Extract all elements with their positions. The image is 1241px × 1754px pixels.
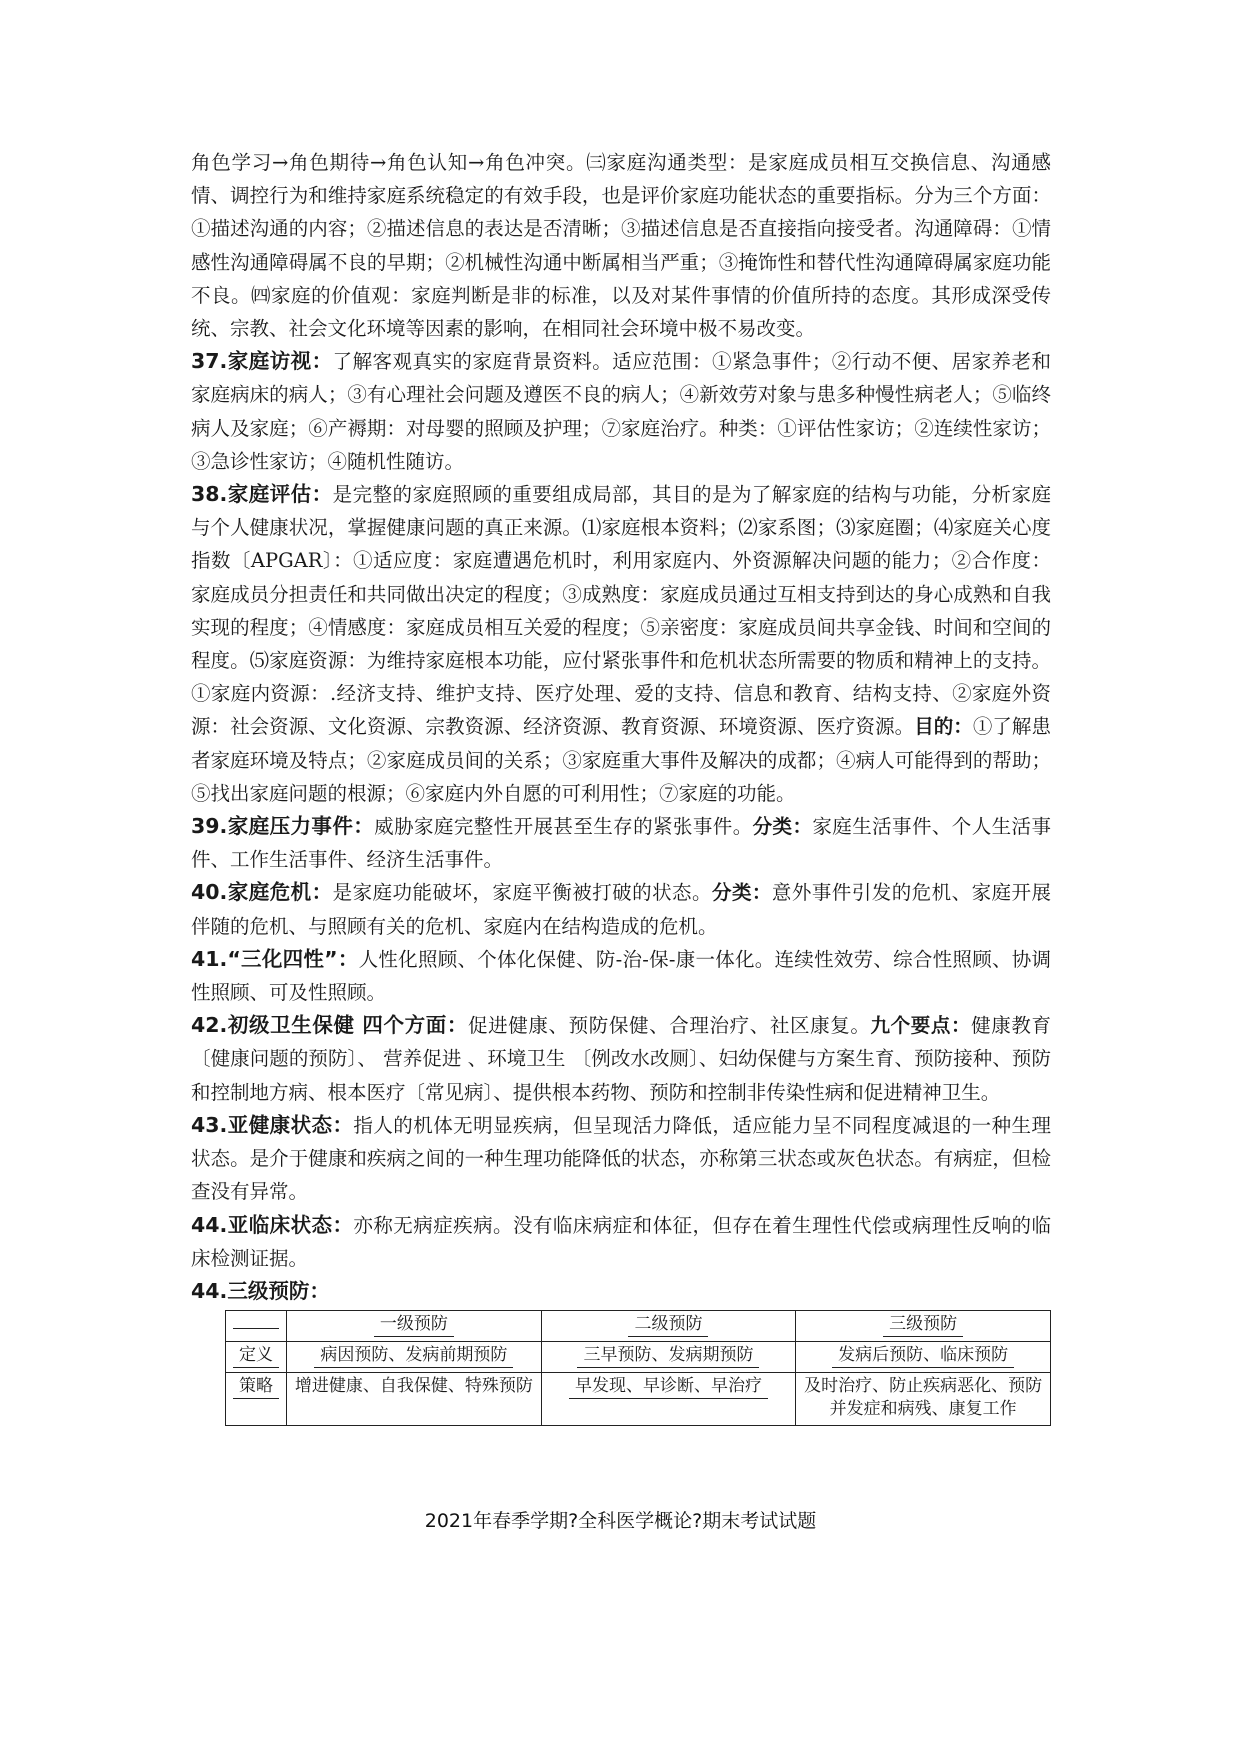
section-42-title: 42.初级卫生保健 四个方面：	[191, 1013, 469, 1038]
table-row-label: 策略	[226, 1373, 287, 1426]
section-40	[191, 876, 1051, 942]
section-38	[191, 478, 1051, 810]
table-cell: 三早预防、发病期预防	[541, 1342, 796, 1373]
section-44-subclinical-body: 亦称无病症疾病。没有临床病症和体征，但存在着生理性代偿或病理性反响的临床检测证据。	[191, 1213, 1051, 1270]
section-44-subclinical-title: 44.亚临床状态：	[191, 1212, 354, 1237]
section-40-class-body: 意外事件引发的危机、家庭开展伴随的危机、与照顾有关的危机、家庭内在结构造成的危机。	[191, 881, 1051, 938]
section-42-points-body: 健康教育〔健康问题的预防〕、 营养促进 、环境卫生 〔例改水改厕〕、妇幼保健与方案生育、预防接种、预防和控制地方病、根本医疗〔常见病〕、提供根本药物、预防和控制非传染性病和促进精神卫生。	[191, 1014, 1051, 1104]
corner-underline	[233, 1316, 279, 1329]
section-41-title: 41.“三化四性”：	[191, 946, 359, 971]
section-39-body: 威胁家庭完整性开展甚至生存的紧张事件。	[374, 815, 753, 839]
section-43	[191, 1109, 1051, 1209]
intro-paragraph: 角色学习→角色期待→角色认知→角色冲突。㈢家庭沟通类型：是家庭成员相互交换信息、沟通感情、调控行为和维持家庭系统稳定的有效手段，也是评价家庭功能状态的重要指标。分为三个方面：①描述沟通的内容；②描述信息的表达是否清晰；③描述信息是否直接指向接受者。沟通障碍：①情感性沟通障碍属不良的早期；②机械性沟通中断属相当严重；③掩饰性和替代性沟通障碍属家庭功能不良。㈣家庭的价值观：家庭判断是非的标准，以及对某件事情的价值所持的态度。其形成深受传统、宗教、社会文化环境等因素的影响，在相同社会环境中极不易改变。	[191, 151, 1051, 341]
section-39-class-label: 分类：	[752, 815, 813, 839]
table-cell: 增进健康、自我保健、特殊预防	[287, 1373, 542, 1426]
table-header-row	[226, 1311, 1051, 1342]
document-body	[191, 146, 1051, 1426]
section-41	[191, 943, 1051, 1009]
table-corner-cell	[226, 1311, 287, 1342]
table-row	[226, 1373, 1051, 1426]
section-38-purpose-body: ①了解患者家庭环境及特点；②家庭成员间的关系；③家庭重大事件及解决的成都；④病人可能得到的帮助；⑤找出家庭问题的根源；⑥家庭内外自愿的可利用性；⑦家庭的功能。	[191, 715, 1051, 805]
table-row	[226, 1342, 1051, 1373]
section-39	[191, 810, 1051, 876]
table-cell: 发病后预防、临床预防	[796, 1342, 1051, 1373]
section-37-body: 了解客观真实的家庭背景资料。适应范围：①紧急事件；②行动不便、居家养老和家庭病床的病人；③有心理社会问题及遵医不良的病人；④新效劳对象与患多种慢性病老人；⑤临终病人及家庭；⑥产褥期：对母婴的照顾及护理；⑦家庭治疗。种类：①评估性家访；②连续性家访；③急诊性家访；④随机性随访。	[191, 350, 1051, 473]
section-38-title: 38.家庭评估：	[191, 482, 333, 507]
section-44-subclinical	[191, 1209, 1051, 1275]
section-38-body: 是完整的家庭照顾的重要组成局部，其目的是为了解家庭的结构与功能，分析家庭与个人健康状况，掌握健康问题的真正来源。⑴家庭根本资料；⑵家系图；⑶家庭圈；⑷家庭关心度指数〔APGAR〕：①适应度：家庭遭遇危机时，利用家庭内、外资源解决问题的能力；②合作度：家庭成员分担责任和共同做出决定的程度；③成熟度：家庭成员通过互相支持到达的身心成熟和自我实现的程度；④情感度：家庭成员相互关爱的程度；⑤亲密度：家庭成员间共享金钱、时间和空间的程度。⑸家庭资源：为维持家庭根本功能，应付紧张事件和危机状态所需要的物质和精神上的支持。①家庭内资源：.经济支持、维护支持、医疗处理、爱的支持、信息和教育、结构支持、②家庭外资源：社会资源、文化资源、宗教资源、经济资源、教育资源、环境资源、医疗资源。	[191, 483, 1051, 739]
section-39-class-body: 家庭生活事件、个人生活事件、工作生活事件、经济生活事件。	[191, 815, 1051, 872]
section-42-points-label: 九个要点：	[870, 1014, 972, 1038]
section-38-purpose-label: 目的：	[914, 715, 973, 739]
table-header-cell: 一级预防	[287, 1311, 542, 1342]
section-41-body: 人性化照顾、个体化保健、防-治-保-康一体化。连续性效劳、综合性照顾、协调性照顾、可及性照顾。	[191, 947, 1051, 1005]
table-header-cell: 二级预防	[541, 1311, 796, 1342]
section-43-body: 指人的机体无明显疾病，但呈现活力降低，适应能力呈不同程度减退的一种生理状态。是介于健康和疾病之间的一种生理功能降低的状态，亦称第三状态或灰色状态。有病症，但检查没有异常。	[191, 1113, 1051, 1204]
section-44-prevention	[191, 1275, 1051, 1308]
section-43-title: 43.亚健康状态：	[191, 1112, 354, 1137]
section-44-prevention-title: 44.三级预防：	[191, 1278, 330, 1303]
table-cell: 病因预防、发病前期预防	[287, 1342, 542, 1373]
section-42-body: 促进健康、预防保健、合理治疗、社区康复。	[468, 1014, 871, 1038]
section-40-body: 是家庭功能破坏，家庭平衡被打破的状态。	[332, 881, 712, 905]
table-row-label: 定义	[226, 1342, 287, 1373]
section-40-title: 40.家庭危机：	[191, 880, 333, 905]
section-37	[191, 345, 1051, 478]
prevention-table	[225, 1310, 1051, 1426]
section-42	[191, 1009, 1051, 1109]
section-37-title: 37.家庭访视：	[191, 349, 333, 374]
exam-title-footer: 2021年春季学期?全科医学概论?期末考试试题	[424, 1510, 817, 1532]
table-cell: 及时治疗、防止疾病恶化、预防并发症和病残、康复工作	[796, 1373, 1051, 1426]
section-40-class-label: 分类：	[712, 881, 772, 905]
table-cell: 早发现、早诊断、早治疗	[541, 1373, 796, 1426]
table-header-cell: 三级预防	[796, 1311, 1051, 1342]
section-39-title: 39.家庭压力事件：	[191, 814, 375, 839]
